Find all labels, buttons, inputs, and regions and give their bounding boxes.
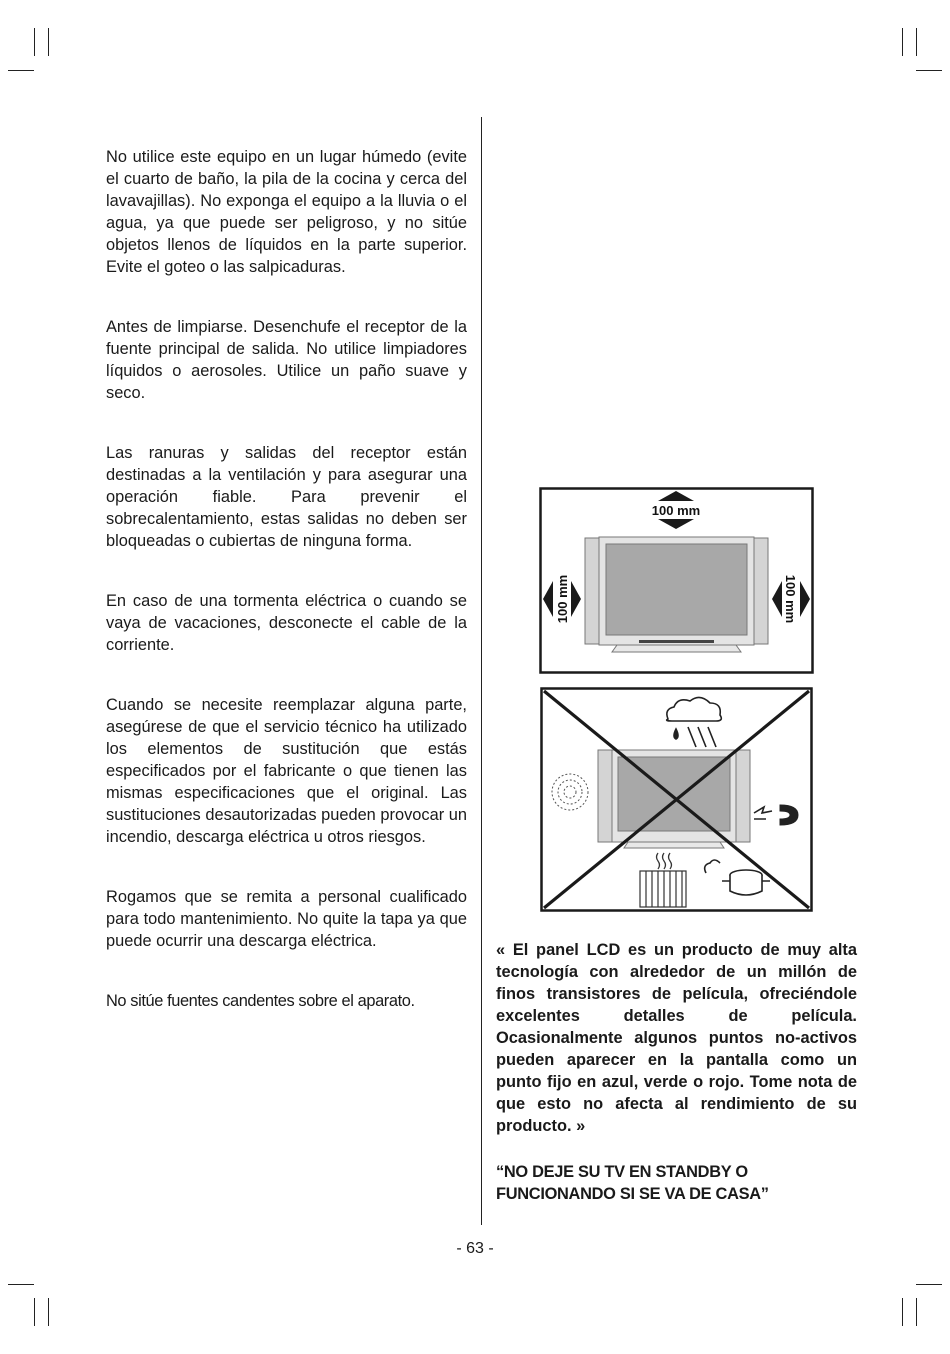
crop-mark: [8, 70, 34, 71]
paragraph-humidity: No utilice este equipo en un lugar húmedo (evite el cuarto de baño, la pila de la cocina y cerca del lavavajillas). No exponga el equipo a la lluvia o el agua, ya que puede ser peligroso, y no sitúe objetos llenos de líquidos en la parte superior. Evite el goteo o las salpicaduras.: [106, 148, 467, 276]
lcd-notice: « El panel LCD es un producto de muy alta tecnología con alrededor de un millón de finos transistores de película, ofreciéndole excelentes detalles de película. Ocasionalmente algunos puntos no-activos pueden aparecer en la pantalla como un punto fijo en azul, verde o rojo. Tome nota de que esto no afecta al rendimiento de su producto. »: [496, 941, 857, 1135]
radiator-icon: [640, 871, 686, 907]
clearance-right-label: 100 mm: [783, 574, 798, 624]
paragraph-storm: En caso de una tormenta eléctrica o cuando se vaya de vacaciones, desconecte el cable de la corriente.: [106, 592, 467, 654]
paragraph-servicing: Rogamos que se remita a personal cualificado para todo mantenimiento. No quite la tapa ya que puede ocurrir una descarga eléctrica.: [106, 888, 467, 950]
safety-instructions: [106, 146, 467, 1012]
tv-clearance-diagram: [539, 487, 814, 674]
paragraph-replacement: Cuando se necesite reemplazar alguna parte, asegúrese de que el servicio técnico ha utilizado los elementos de sustitución que estás especificados por el fabricante o que tienen las mismas especificaciones que el original. Las sustituciones desautorizadas pueden provocar un incendio, descarga eléctrica u otros riesgos.: [106, 696, 467, 846]
crop-mark: [916, 1298, 917, 1326]
crop-mark: [34, 1298, 35, 1326]
tv-icon: [585, 537, 768, 652]
paragraph-heat-sources: No sitúe fuentes candentes sobre el aparato.: [106, 992, 415, 1010]
clearance-top-label: 100 mm: [651, 503, 701, 518]
column-divider: [481, 117, 482, 1225]
standby-warning: “NO DEJE SU TV EN STANDBY O FUNCIONANDO SI SE VA DE CASA”: [496, 1163, 769, 1203]
paragraph-cleaning: Antes de limpiarse. Desenchufe el receptor de la fuente principal de salida. No utilice limpiadores líquidos o aerosoles. Utilice un paño suave y seco.: [106, 318, 467, 402]
paragraph-ventilation: Las ranuras y salidas del receptor están destinadas a la ventilación y para asegurar una operación fiable. Para prevenir el sobrecalentamiento, estas salidas no deben ser bloqueadas o cubiertas de ninguna forma.: [106, 444, 467, 550]
crop-mark: [48, 1298, 49, 1326]
tv-hazards-diagram: [540, 687, 813, 912]
crop-mark: [916, 28, 917, 56]
page-number: - 63 -: [456, 1240, 494, 1257]
crop-mark: [8, 1284, 34, 1285]
clearance-left-label: 100 mm: [555, 574, 570, 624]
crop-mark: [916, 1284, 942, 1285]
crop-mark: [902, 28, 903, 56]
crop-mark: [902, 1298, 903, 1326]
lcd-notice-section: [496, 939, 857, 1205]
crop-mark: [48, 28, 49, 56]
crop-mark: [916, 70, 942, 71]
crop-mark: [34, 28, 35, 56]
